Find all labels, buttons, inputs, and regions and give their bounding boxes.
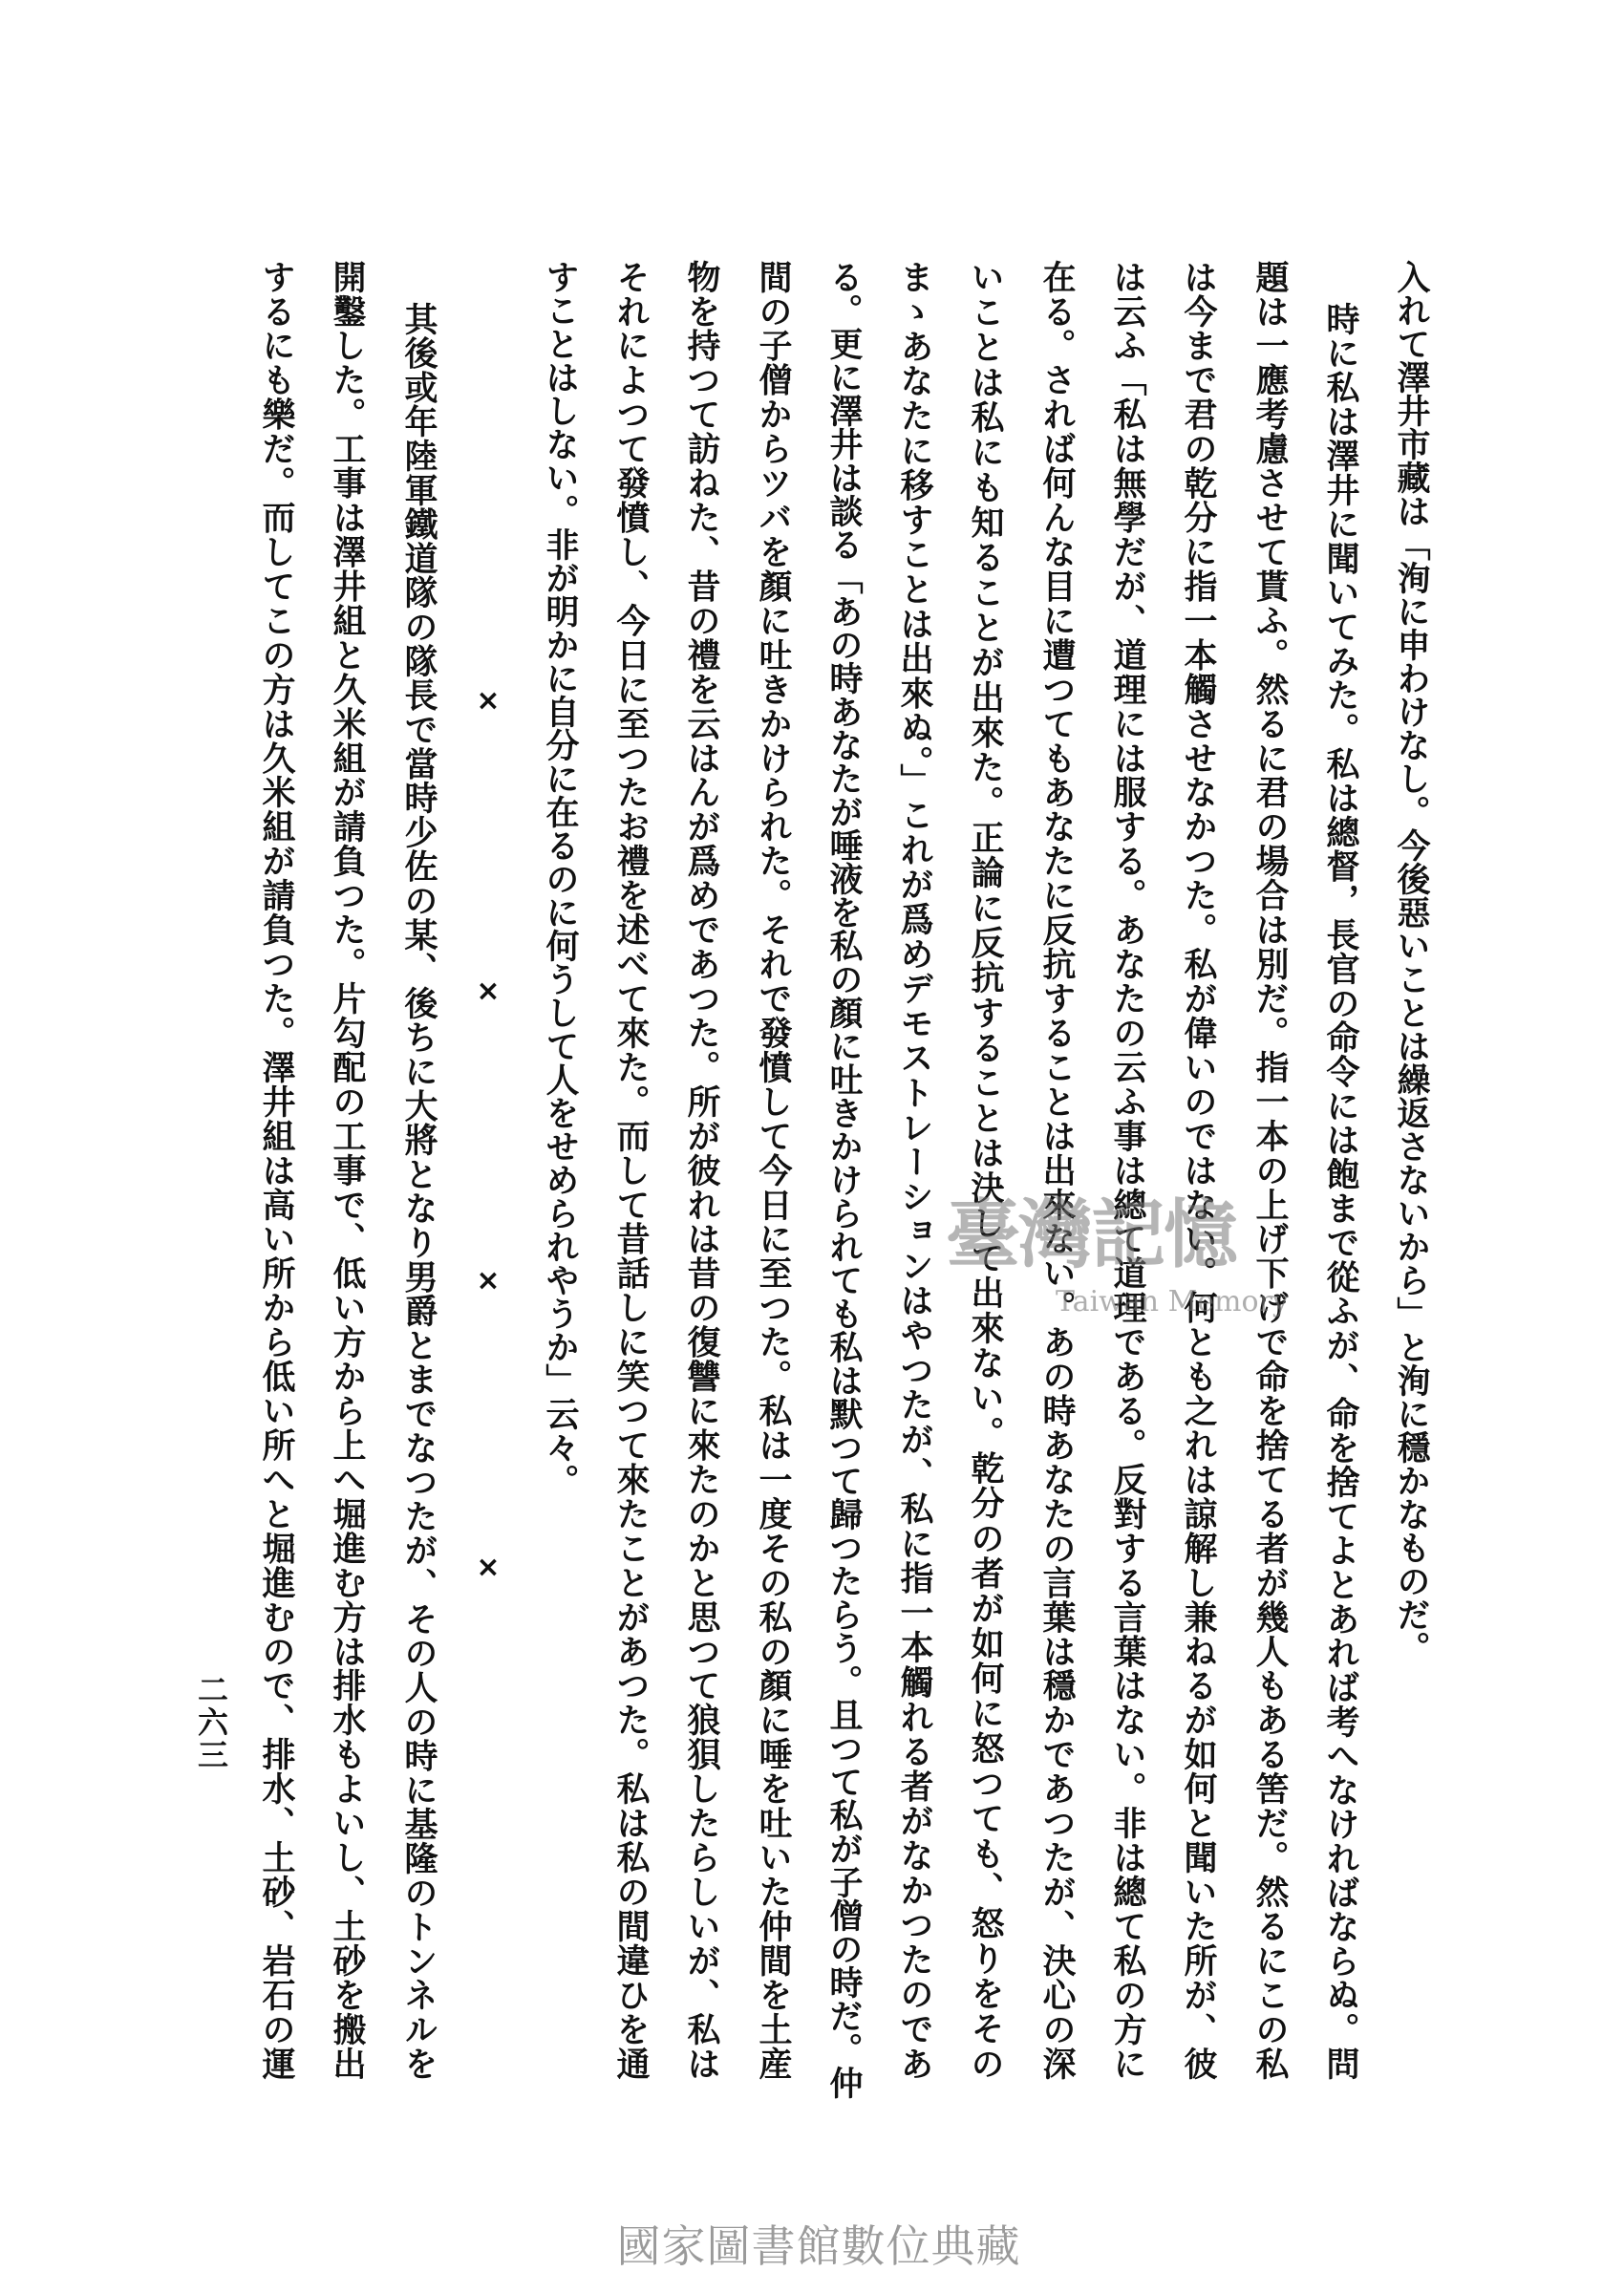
text-column: 入れて澤井市藏は「洵に申わけなし。今後惡いことは繰返さないから」と洵に穩かなものだ。 bbox=[1392, 260, 1430, 1664]
separator-mark: × bbox=[476, 1551, 501, 1584]
text-column: 題は一應考慮させて貰ふ。然るに君の場合は別だ。指一本の上げ下げで命を捨てる者が幾人もある筈だ。然るにこの私 bbox=[1250, 260, 1289, 2081]
text-column: 時に私は澤井に聞いてみた。私は總督，長官の命令には飽まで從ふが、命を捨てよとあれば考へなければならぬ。問 bbox=[1321, 302, 1359, 2081]
page-number: 二六三 bbox=[193, 1674, 229, 1771]
text-column: 間の子僧からツバを顏に吐きかけられた。それで發憤して今日に至つた。私は一度その私の顏に唾を吐いた仲間を土産 bbox=[754, 260, 792, 2081]
text-column: 在る。されば何んな目に遭つてもあなたに反抗することは出來ない。あの時あなたの言葉は穩かであつたが、決心の深 bbox=[1037, 260, 1076, 2081]
text-column: は云ふ「私は無學だが、道理には服する。あなたの云ふ事は總て道理である。反對する言葉はない。非は總て私の方に bbox=[1108, 260, 1146, 2081]
text-column: まゝあなたに移すことは出來ぬ。」これが爲めデモストレーションはやつたが、私に指一本觸れる者がなかつたのであ bbox=[895, 260, 933, 2081]
separator-mark: × bbox=[476, 975, 501, 1008]
text-column: は今まで君の乾分に指一本觸させなかつた。私が偉いのではない。何とも之れは諒解し兼ねるが如何と聞いた所が、彼 bbox=[1179, 260, 1217, 2081]
text-column: いことは私にも知ることが出來た。正論に反抗することは決して出來ない。乾分の者が如何に怒つても、怒りをその bbox=[966, 260, 1004, 2080]
text-column: それによつて發憤し、今日に至つたお禮を述べて來た。而して昔話しに笑つて來たことがあつた。私は私の間違ひを通 bbox=[611, 260, 650, 2081]
text-column: 物を持つて訪ねた、昔の禮を云はんが爲めであつた。所が彼れは昔の復讐に來たのかと思つて狼狽したらしいが、私は bbox=[682, 260, 720, 2081]
text-column: 其後或年陸軍鐵道隊の隊長で當時少佐の某、後ちに大將となり男爵とまでなつたが、その人の時に基隆のトンネルを bbox=[399, 302, 438, 2080]
text-column: 開鑿した。工事は澤井組と久米組が請負つた。片勾配の工事で、低い方から上へ堀進む方は排水もよいし、土砂を搬出 bbox=[328, 260, 366, 2081]
text-column: る。更に澤井は談る「あの時あなたが唾液を私の顏に吐きかけられても私は默つて歸つたらう。且つて私が子僧の時だ。仲 bbox=[824, 260, 863, 2099]
watermark-logo: 臺灣記憶 bbox=[946, 1191, 1237, 1278]
text-column: するにも樂だ。而してこの方は久米組が請負つた。澤井組は高い所から低い所へと堀進むので、排水、土砂、岩石の運 bbox=[257, 260, 295, 2081]
separator-mark: × bbox=[476, 684, 501, 718]
footer-credit: 國家圖書館數位典藏 bbox=[616, 2220, 1021, 2272]
text-column: すことはしない。非が明かに自分に在るのに何うして人をせめられやうか」云々。 bbox=[541, 260, 579, 1497]
separator-mark: × bbox=[476, 1264, 501, 1297]
watermark-subtitle: Taiwan Memory bbox=[1056, 1285, 1289, 1318]
